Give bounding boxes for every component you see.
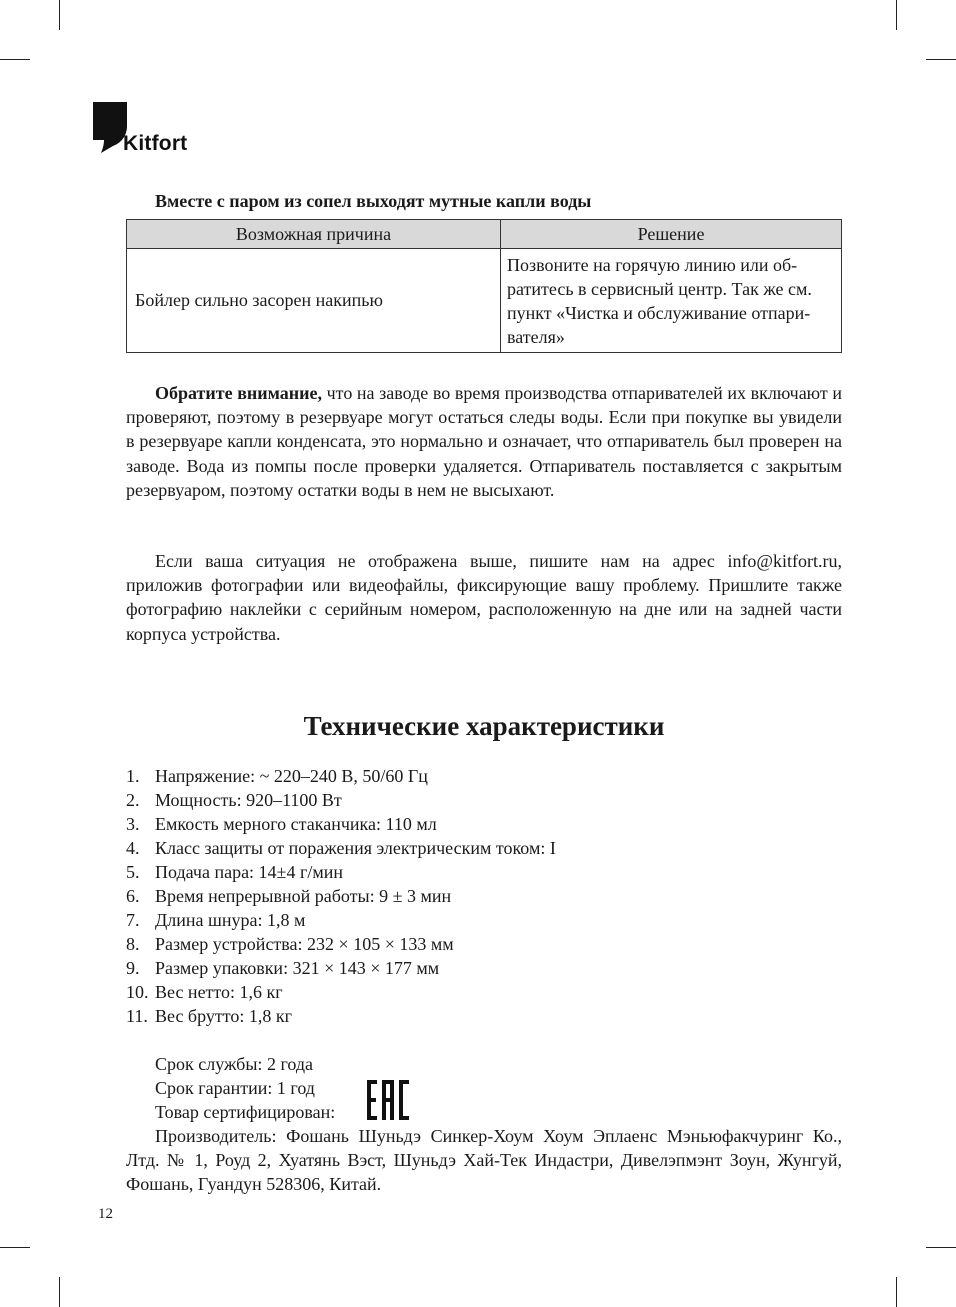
contact-paragraph bbox=[126, 549, 842, 646]
item-text: Подача пара: 14±4 г/мин bbox=[155, 862, 343, 882]
certification-label: Товар сертифицирован: bbox=[155, 1102, 336, 1122]
warranty-period: Срок гарантии: 1 год bbox=[155, 1078, 315, 1098]
column-header-cause: Возможная причина bbox=[127, 220, 501, 249]
list-item bbox=[126, 932, 556, 956]
crop-mark bbox=[0, 59, 30, 60]
item-text: Размер устройства: 232 × 105 × 133 мм bbox=[155, 934, 454, 954]
eac-certification-icon bbox=[367, 1080, 409, 1120]
list-item bbox=[126, 884, 556, 908]
table-header-row bbox=[127, 220, 842, 249]
solution-line: ратитесь в сервисный центр. Так же см. bbox=[507, 279, 812, 299]
contact-text: Если ваша ситуация не отображена выше, пишите нам на адрес info@kitfort.ru, приложив фотографии или видеофайлы, фиксирующие вашу проблему. Пришлите также фотографию наклейки с серийным номером, расположенную на дне или на задней части корпуса устройства. bbox=[126, 551, 842, 644]
item-number: 3. bbox=[126, 814, 140, 834]
brand-logo bbox=[93, 102, 213, 156]
service-life: Срок службы: 2 года bbox=[155, 1054, 314, 1074]
item-number: 10. bbox=[126, 982, 149, 1002]
troubleshooting-table bbox=[126, 219, 842, 353]
crop-mark bbox=[896, 1277, 897, 1307]
cause-cell: Бойлер сильно засорен накипью bbox=[127, 249, 501, 353]
crop-mark bbox=[926, 59, 956, 60]
item-text: Вес брутто: 1,8 кг bbox=[155, 1006, 292, 1026]
table-row bbox=[127, 249, 842, 353]
item-number: 8. bbox=[126, 934, 140, 954]
solution-line: пункт «Чистка и обслуживание отпари- bbox=[507, 303, 811, 323]
list-item bbox=[126, 956, 556, 980]
list-item bbox=[126, 908, 556, 932]
item-text: Напряжение: ~ 220–240 В, 50/60 Гц bbox=[155, 766, 428, 786]
specs-title: Технические характеристики bbox=[303, 711, 665, 741]
page-number: 12 bbox=[98, 1206, 113, 1222]
item-number: 11. bbox=[126, 1006, 148, 1026]
item-number: 9. bbox=[126, 958, 140, 978]
item-text: Класс защиты от поражения электрическим током: I bbox=[155, 838, 556, 858]
notice-bold-lead: Обратите внимание, bbox=[155, 383, 323, 403]
list-item bbox=[126, 860, 556, 884]
item-text: Емкость мерного стаканчика: 110 мл bbox=[155, 814, 437, 834]
manufacturer-text: Производитель: Фошань Шуньдэ Синкер-Хоум Хоум Эплаенс Мэньюфакчуринг Ко., Лтд. № 1, Роуд 2, Хуатянь Вэст, Шуньдэ Хай-Тек Индастри, Дивелэпмэнт Зоун, Жунгуй, Фошань, Гуандун 528306, Китай. bbox=[126, 1126, 842, 1195]
crop-mark bbox=[0, 1247, 30, 1248]
notice-text: что на заводе во время производства отпаривателей их включают и проверяют, поэтому в резервуаре могут остаться следы воды. Если при покупке вы увидели в резервуаре капли конденсата, это нормально и означает, что отпариватель был проверен на заводе. Вода из помпы после проверки удаляется. Отпариватель поставляется с закрытым резервуаром, поэтому остатки воды в нем не высыхают. bbox=[126, 383, 842, 500]
solution-line: Позвоните на горячую линию или об- bbox=[507, 255, 798, 275]
column-header-solution: Решение bbox=[501, 220, 842, 249]
item-number: 5. bbox=[126, 862, 140, 882]
item-number: 1. bbox=[126, 766, 140, 786]
item-text: Длина шнура: 1,8 м bbox=[155, 910, 306, 930]
item-text: Размер упаковки: 321 × 143 × 177 мм bbox=[155, 958, 440, 978]
list-item bbox=[126, 812, 556, 836]
crop-mark bbox=[926, 1247, 956, 1248]
crop-mark bbox=[59, 0, 60, 30]
crop-mark bbox=[896, 0, 897, 30]
notice-paragraph bbox=[126, 381, 842, 502]
item-number: 2. bbox=[126, 790, 140, 810]
list-item bbox=[126, 788, 556, 812]
crop-mark bbox=[59, 1277, 60, 1307]
brand-logo-icon bbox=[93, 102, 127, 154]
item-number: 7. bbox=[126, 910, 140, 930]
list-item bbox=[126, 980, 556, 1004]
item-number: 4. bbox=[126, 838, 140, 858]
list-item bbox=[126, 764, 556, 788]
solution-cell bbox=[501, 249, 842, 353]
manufacturer-paragraph bbox=[126, 1124, 842, 1197]
brand-name: Kitfort bbox=[123, 132, 188, 155]
specs-list bbox=[126, 764, 556, 1028]
item-text: Вес нетто: 1,6 кг bbox=[155, 982, 283, 1002]
service-info bbox=[155, 1052, 335, 1124]
item-number: 6. bbox=[126, 886, 140, 906]
list-item bbox=[126, 1004, 556, 1028]
list-item bbox=[126, 836, 556, 860]
troubleshooting-heading: Вместе с паром из сопел выходят мутные капли воды bbox=[155, 191, 592, 211]
item-text: Время непрерывной работы: 9 ± 3 мин bbox=[155, 886, 452, 906]
solution-line: вателя» bbox=[507, 327, 565, 347]
item-text: Мощность: 920–1100 Вт bbox=[155, 790, 342, 810]
